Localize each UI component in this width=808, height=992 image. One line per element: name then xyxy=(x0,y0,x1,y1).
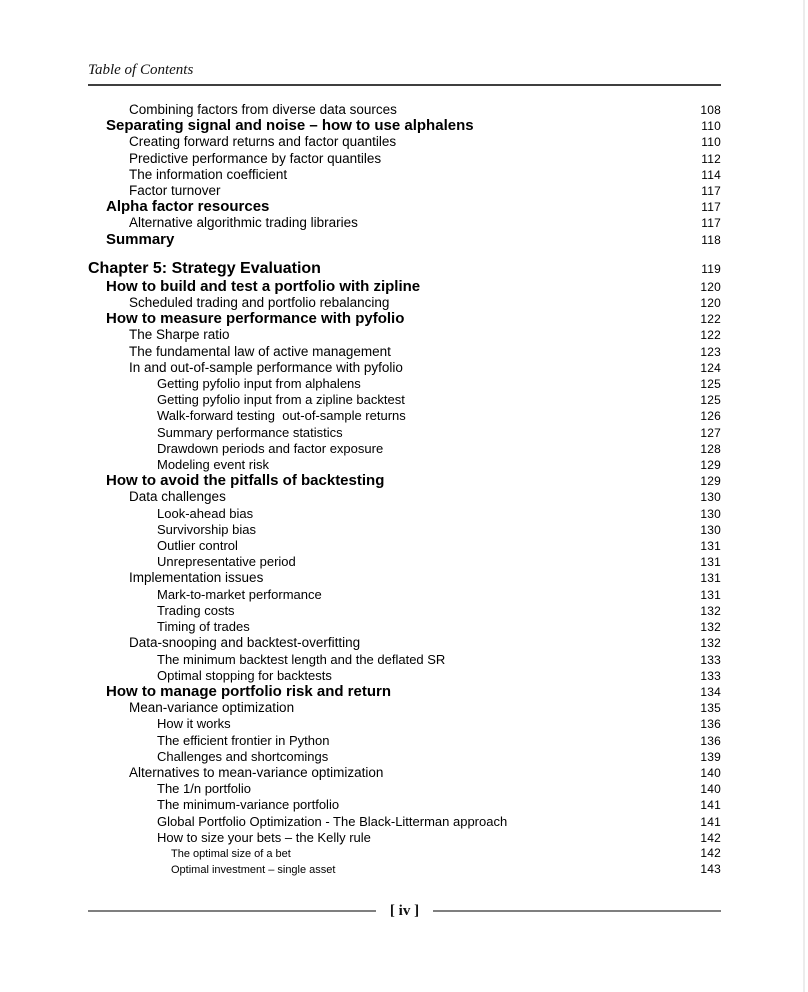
toc-entry[interactable] xyxy=(88,102,721,118)
toc-entry-title: Factor turnover xyxy=(129,183,221,199)
toc-entry[interactable] xyxy=(88,441,721,457)
toc-entry-title: The minimum-variance portfolio xyxy=(157,797,340,813)
toc-entry-title: Mean-variance optimization xyxy=(129,700,295,716)
toc-entry-title: How to manage portfolio risk and return xyxy=(106,682,392,700)
toc-entry-title: Global Portfolio Optimization - The Black-Litterman approach xyxy=(157,813,508,829)
toc-entry-title: Mark-to-market performance xyxy=(157,586,322,602)
toc-entry-title: Implementation issues xyxy=(129,570,264,586)
toc-entry-title: Summary xyxy=(106,230,175,248)
toc-entry-page: 126 xyxy=(700,409,721,424)
footer-rule-right xyxy=(433,910,721,912)
toc-entry[interactable] xyxy=(88,668,721,684)
toc-entry-page: 118 xyxy=(701,232,721,247)
toc-entry[interactable] xyxy=(88,408,721,424)
toc-entry[interactable] xyxy=(88,587,721,603)
toc-entry-page: 139 xyxy=(700,749,721,764)
toc-entry[interactable] xyxy=(88,376,721,392)
toc-entry-title: Summary performance statistics xyxy=(157,424,343,440)
toc-entry-page: 143 xyxy=(700,861,721,876)
toc-entry-page: 130 xyxy=(700,506,721,521)
toc-entry[interactable] xyxy=(88,344,721,360)
toc-entry[interactable] xyxy=(88,118,721,134)
toc-entry-page: 131 xyxy=(700,555,721,570)
toc-entry-page: 142 xyxy=(700,845,721,860)
toc-entry[interactable] xyxy=(88,684,721,700)
toc-entry[interactable] xyxy=(88,781,721,797)
toc-entry-title: Data-snooping and backtest-overfitting xyxy=(129,635,361,651)
toc-entry-title: The fundamental law of active management xyxy=(129,343,391,359)
toc-entry-title: Chapter 5: Strategy Evaluation xyxy=(88,259,321,277)
toc-entry-page: 122 xyxy=(700,328,721,343)
toc-entry-title: Look-ahead bias xyxy=(157,505,254,521)
toc-entry[interactable] xyxy=(88,134,721,150)
page-footer xyxy=(88,901,721,921)
toc-entry-title: Alternative algorithmic trading libraries xyxy=(129,215,358,231)
toc-entry-page: 110 xyxy=(701,119,721,134)
toc-entry-page: 125 xyxy=(700,393,721,408)
toc-entry[interactable] xyxy=(88,199,721,215)
toc-entry-title: The information coefficient xyxy=(129,166,288,182)
toc-entry-title: Data challenges xyxy=(129,489,226,505)
toc-entry[interactable] xyxy=(88,797,721,813)
toc-entry-title: Combining factors from diverse data sources xyxy=(129,102,397,117)
toc-entry-title: In and out-of-sample performance with pyfolio xyxy=(129,359,403,375)
toc-entry-title: Alpha factor resources xyxy=(106,198,270,216)
toc-entry[interactable] xyxy=(88,570,721,586)
toc-entry-page: 117 xyxy=(701,200,721,215)
toc-entry-title: Scheduled trading and portfolio rebalancing xyxy=(129,295,390,311)
toc-entry[interactable] xyxy=(88,232,721,248)
toc-entry-title: Modeling event risk xyxy=(157,457,269,473)
toc-entry[interactable] xyxy=(88,733,721,749)
table-of-contents xyxy=(88,102,721,878)
toc-entry-page: 117 xyxy=(701,184,721,199)
toc-entry-page: 123 xyxy=(700,344,721,359)
toc-entry[interactable] xyxy=(88,279,721,295)
toc-entry-title: The efficient frontier in Python xyxy=(157,732,330,748)
toc-entry[interactable] xyxy=(88,473,721,489)
toc-entry[interactable] xyxy=(88,522,721,538)
page-edge xyxy=(803,0,805,992)
toc-entry[interactable] xyxy=(88,765,721,781)
toc-entry-page: 142 xyxy=(700,830,721,845)
toc-entry-page: 110 xyxy=(701,135,721,150)
toc-entry-page: 129 xyxy=(700,474,721,489)
toc-entry-title: Outlier control xyxy=(157,538,238,554)
page-number-label: [ iv ] xyxy=(389,903,420,919)
toc-entry-page: 133 xyxy=(700,652,721,667)
toc-entry-page: 134 xyxy=(700,684,721,699)
running-header-title: Table of Contents xyxy=(88,62,194,78)
toc-entry-title: Alternatives to mean-variance optimization xyxy=(129,764,384,780)
toc-entry-page: 140 xyxy=(700,765,721,780)
toc-entry-title: How to avoid the pitfalls of backtesting xyxy=(106,472,385,490)
toc-entry[interactable] xyxy=(88,506,721,522)
toc-entry-page: 125 xyxy=(700,377,721,392)
toc-entry[interactable] xyxy=(88,295,721,311)
toc-entry[interactable] xyxy=(88,489,721,505)
toc-entry[interactable] xyxy=(88,538,721,554)
toc-entry-page: 127 xyxy=(700,425,721,440)
toc-entry-title: Separating signal and noise – how to use alphalens xyxy=(106,117,474,135)
toc-entry-title: Unrepresentative period xyxy=(157,554,296,570)
toc-entry[interactable] xyxy=(88,167,721,183)
toc-entry-page: 130 xyxy=(700,490,721,505)
toc-entry-title: Getting pyfolio input from a zipline backtest xyxy=(157,392,405,408)
toc-entry[interactable] xyxy=(88,830,721,846)
toc-entry[interactable] xyxy=(88,554,721,570)
toc-entry-page: 132 xyxy=(700,620,721,635)
toc-entry-page: 122 xyxy=(700,312,721,327)
toc-entry-title: How to size your bets – the Kelly rule xyxy=(157,829,371,845)
toc-entry-page: 136 xyxy=(700,717,721,732)
toc-entry-title: Timing of trades xyxy=(157,619,250,635)
toc-entry[interactable] xyxy=(88,151,721,167)
toc-entry[interactable] xyxy=(88,619,721,635)
toc-entry-title: How to build and test a portfolio with zipline xyxy=(106,277,421,295)
toc-entry-title: Challenges and shortcomings xyxy=(157,748,329,764)
toc-entry-page: 120 xyxy=(700,296,721,311)
toc-entry[interactable] xyxy=(88,652,721,668)
toc-entry-title: Optimal investment – single asset xyxy=(171,863,336,876)
toc-entry-title: Drawdown periods and factor exposure xyxy=(157,440,384,456)
toc-entry[interactable] xyxy=(88,215,721,231)
toc-entry-page: 131 xyxy=(700,587,721,602)
toc-entry-title: Walk-forward testing out-of-sample returns xyxy=(157,408,406,424)
toc-entry-page: 130 xyxy=(700,522,721,537)
toc-entry-title: The optimal size of a bet xyxy=(171,847,291,860)
toc-entry-page: 136 xyxy=(700,733,721,748)
toc-entry-title: How it works xyxy=(157,716,231,732)
toc-entry-title: Predictive performance by factor quantiles xyxy=(129,150,382,166)
toc-entry-page: 119 xyxy=(701,261,721,276)
toc-entry-title: Getting pyfolio input from alphalens xyxy=(157,376,361,392)
toc-entry[interactable] xyxy=(88,183,721,199)
toc-entry-page: 141 xyxy=(700,798,721,813)
toc-entry[interactable] xyxy=(88,457,721,473)
toc-entry[interactable] xyxy=(88,259,721,279)
toc-entry-page: 129 xyxy=(700,458,721,473)
toc-entry-title: Trading costs xyxy=(157,602,235,618)
toc-entry-title: Optimal stopping for backtests xyxy=(157,667,332,683)
toc-entry[interactable] xyxy=(88,425,721,441)
toc-entry-title: The minimum backtest length and the deflated SR xyxy=(157,651,446,667)
toc-entry-page: 131 xyxy=(700,571,721,586)
running-header xyxy=(88,60,721,86)
toc-entry[interactable] xyxy=(88,311,721,327)
toc-entry-page: 132 xyxy=(700,603,721,618)
toc-entry-page: 124 xyxy=(700,360,721,375)
toc-entry[interactable] xyxy=(88,360,721,376)
toc-entry[interactable] xyxy=(88,392,721,408)
toc-entry[interactable] xyxy=(88,635,721,651)
toc-entry-page: 108 xyxy=(700,103,721,117)
toc-entry-title: The 1/n portfolio xyxy=(157,781,251,797)
toc-entry-title: Survivorship bias xyxy=(157,521,256,537)
toc-entry-title: How to measure performance with pyfolio xyxy=(106,310,405,328)
toc-entry[interactable] xyxy=(88,749,721,765)
toc-entry[interactable] xyxy=(88,846,721,862)
toc-entry-page: 133 xyxy=(700,668,721,683)
toc-entry-page: 135 xyxy=(700,701,721,716)
toc-entry[interactable] xyxy=(88,603,721,619)
toc-entry-page: 132 xyxy=(700,636,721,651)
toc-entry-page: 128 xyxy=(700,441,721,456)
toc-entry[interactable] xyxy=(88,716,721,732)
toc-entry-page: 114 xyxy=(701,167,721,182)
toc-entry-page: 112 xyxy=(701,151,721,166)
toc-entry[interactable] xyxy=(88,814,721,830)
toc-entry[interactable] xyxy=(88,862,721,878)
footer-rule-left xyxy=(88,910,376,912)
toc-entry-page: 120 xyxy=(700,279,721,294)
toc-entry[interactable] xyxy=(88,327,721,343)
toc-entry[interactable] xyxy=(88,700,721,716)
toc-entry-page: 117 xyxy=(701,216,721,231)
toc-entry-title: Creating forward returns and factor quantiles xyxy=(129,134,397,150)
toc-entry-page: 131 xyxy=(700,539,721,554)
toc-entry-page: 140 xyxy=(700,782,721,797)
toc-entry-page: 141 xyxy=(700,814,721,829)
toc-entry-title: The Sharpe ratio xyxy=(129,327,230,343)
